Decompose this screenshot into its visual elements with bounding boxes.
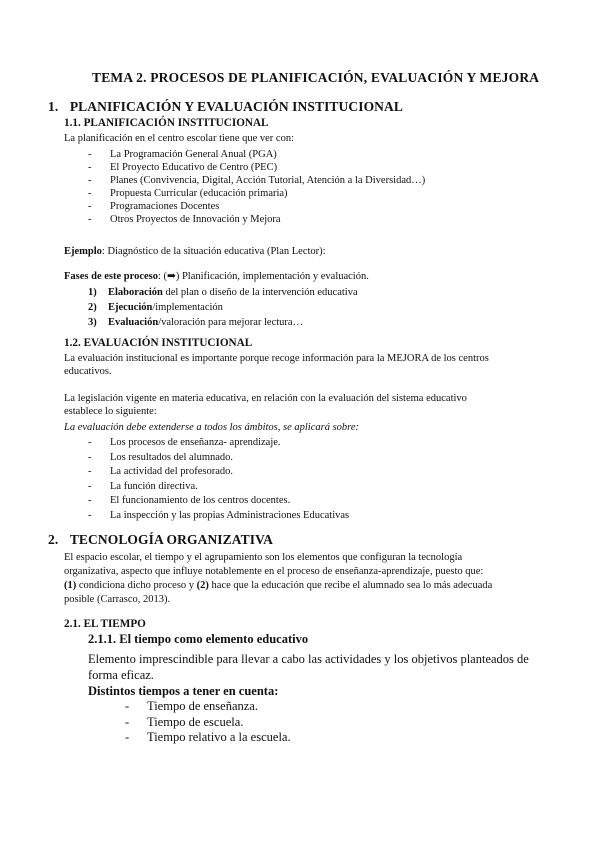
example-label: Ejemplo xyxy=(64,246,102,257)
planning-list xyxy=(88,148,425,226)
planning-intro: La planificación en el centro escolar tiene que ver con: xyxy=(64,133,295,144)
page-title: TEMA 2. PROCESOS DE PLANIFICACIÓN, EVALUACIÓN Y MEJORA xyxy=(92,70,540,85)
list-item: 2) Ejecución/implementación xyxy=(88,302,223,313)
example-line xyxy=(64,245,326,258)
section-2-title: TECNOLOGÍA ORGANIZATIVA xyxy=(69,532,274,547)
time-paragraph: Elemento imprescindible para llevar a cabo las actividades y los objetivos planteados de forma eficaz. xyxy=(88,652,529,682)
list-item: - Los procesos de enseñanza- aprendizaje. xyxy=(88,437,281,448)
evaluation-paragraph-1: La evaluación institucional es importante porque recoge información para la MEJORA de los centros educativos. xyxy=(64,353,489,377)
list-item: - La actividad del profesorado. xyxy=(88,466,234,478)
phases-label: Fases de este proceso xyxy=(64,271,158,282)
list-item: - Otros Proyectos de Innovación y Mejora xyxy=(88,214,281,225)
organizational-paragraph: El espacio escolar, el tiempo y el agrupamiento son los elementos que configuran la tecnología organizativa, aspecto que influye notablemente en el proceso de enseñanza-aprendizaje, puesto que: (1) condiciona dicho proceso y (2) hace que la educación que recibe el alumnado sea lo más adecuada posible (Carrasco, 2013). xyxy=(64,552,493,605)
section-1-title: PLANIFICACIÓN Y EVALUACIÓN INSTITUCIONAL xyxy=(69,99,403,114)
phases-line xyxy=(64,270,369,283)
example-text: : Diagnóstico de la situación educativa (Plan Lector): xyxy=(101,246,326,257)
subsection-1-2-heading: 1.2. EVALUACIÓN INSTITUCIONAL xyxy=(64,337,253,349)
phases-text: : (➡) Planificación, implementación y evaluación. xyxy=(158,271,369,282)
subsection-2-1-1-heading: 2.1.1. El tiempo como elemento educativo xyxy=(88,632,309,646)
time-list-title: Distintos tiempos a tener en cuenta: xyxy=(88,684,279,698)
subsection-1-1-heading: 1.1. PLANIFICACIÓN INSTITUCIONAL xyxy=(64,117,269,129)
section-2-heading xyxy=(48,532,273,548)
list-item: - La función directiva. xyxy=(88,480,198,492)
list-item: - El funcionamiento de los centros docentes. xyxy=(88,495,291,507)
list-item: 1) Elaboración del plan o diseño de la intervención educativa xyxy=(88,287,358,298)
list-item: - La inspección y las propias Administraciones Educativas xyxy=(88,509,350,521)
evaluation-quote: La evaluación debe extenderse a todos los ámbitos, se aplicará sobre: xyxy=(64,422,360,433)
section-2-number: 2. xyxy=(48,532,59,547)
list-item: - La Programación General Anual (PGA) xyxy=(88,149,277,160)
list-item: - Los resultados del alumnado. xyxy=(88,451,234,463)
list-item: - Programaciones Docentes xyxy=(88,201,220,212)
list-item: - Tiempo de enseñanza. xyxy=(125,699,258,713)
evaluation-paragraph-2: La legislación vigente en materia educativa, en relación con la evaluación del sistema educativo establece lo siguiente: xyxy=(64,393,467,417)
list-item: - Propuesta Curricular (educación primaria) xyxy=(88,188,288,199)
time-list xyxy=(125,699,291,746)
section-1-number: 1. xyxy=(48,99,59,114)
list-item: - Tiempo relativo a la escuela. xyxy=(125,730,291,744)
section-1-heading xyxy=(48,99,403,115)
list-item: - Planes (Convivencia, Digital, Acción Tutorial, Atención a la Diversidad…) xyxy=(88,175,426,186)
list-item: - El Proyecto Educativo de Centro (PEC) xyxy=(88,162,278,173)
list-item: 3) Evaluación/valoración para mejorar lectura… xyxy=(88,317,304,328)
list-item: - Tiempo de escuela. xyxy=(125,714,244,729)
phases-steps xyxy=(88,285,358,330)
subsection-2-1-heading: 2.1. EL TIEMPO xyxy=(64,618,146,630)
evaluation-list xyxy=(88,436,349,524)
